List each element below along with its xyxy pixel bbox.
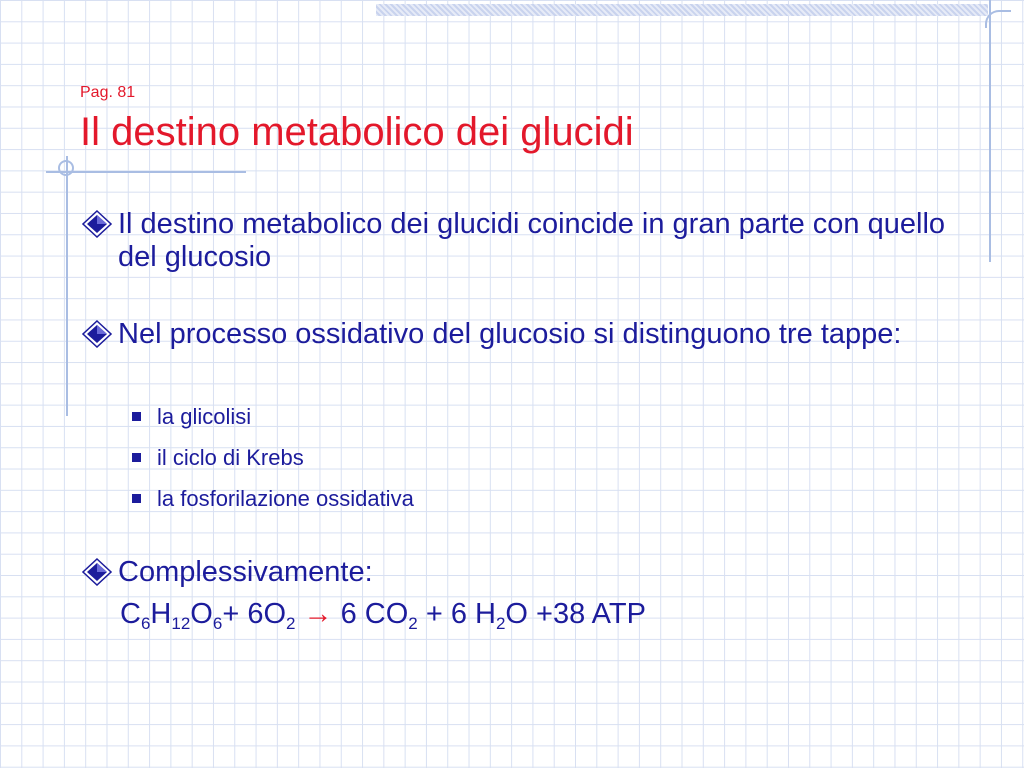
decorative-right-line bbox=[989, 0, 991, 262]
diamond-bullet-icon bbox=[82, 210, 112, 238]
bullet-text: Complessivamente: bbox=[118, 556, 373, 588]
sub-list-item bbox=[132, 404, 251, 430]
decorative-top-bar bbox=[376, 4, 988, 16]
reaction-arrow-icon: → bbox=[303, 598, 333, 630]
sub-item-text: il ciclo di Krebs bbox=[157, 445, 304, 470]
sub-list-item bbox=[132, 445, 304, 471]
decorative-left-line bbox=[66, 156, 68, 416]
page-label: Pag. 81 bbox=[80, 84, 136, 101]
square-bullet-icon bbox=[132, 453, 141, 462]
square-bullet-icon bbox=[132, 494, 141, 503]
bullet-item bbox=[82, 556, 962, 589]
square-bullet-icon bbox=[132, 412, 141, 421]
bullet-item bbox=[82, 318, 962, 351]
reaction-formula: $C_6H_{12}O_6+ 6O_2 \to 6$ $CO_2 + 6$ $H_2O +38$ ATP bbox=[120, 598, 646, 633]
decorative-title-underline bbox=[46, 171, 246, 173]
bullet-text: Nel processo ossidativo del glucosio si distinguono tre tappe: bbox=[118, 318, 902, 350]
sub-item-text: la fosforilazione ossidativa bbox=[157, 486, 414, 511]
sub-item-text: la glicolisi bbox=[157, 404, 252, 429]
diamond-bullet-icon bbox=[82, 558, 112, 586]
sub-list-item bbox=[132, 486, 414, 512]
decorative-right-line-curve bbox=[985, 10, 1011, 28]
slide-title: Il destino metabolico dei glucidi bbox=[80, 110, 634, 154]
bullet-text: Il destino metabolico dei glucidi coincide in gran parte con quello del glucosio bbox=[118, 208, 946, 273]
bullet-item bbox=[82, 208, 962, 274]
diamond-bullet-icon bbox=[82, 320, 112, 348]
decorative-corner-circle bbox=[58, 160, 74, 176]
